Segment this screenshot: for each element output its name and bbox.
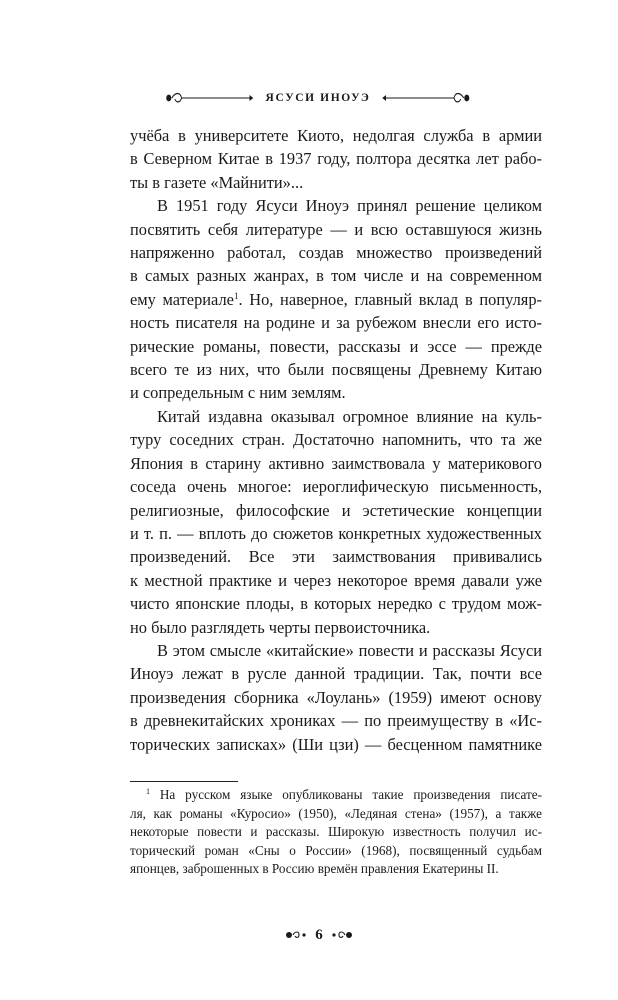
text-line: к местной практике и через некоторое время давали уже <box>130 570 542 590</box>
page-number-block <box>274 924 364 946</box>
text-line: торических записках» (Ши цзи) — бесценном памятнике <box>130 734 542 754</box>
text-line: в самых разных жанрах, в том числе и на современном <box>130 266 542 286</box>
text-line: произведений. Все эти заимствования прививались <box>130 547 542 567</box>
left-ornament-icon <box>165 90 256 106</box>
text-line: произведения сборника «Лоулань» (1959) имеют основу <box>130 687 542 707</box>
paragraph <box>130 194 542 405</box>
text-line: и сопредельным с ним землям. <box>130 383 346 403</box>
footnote-line: ля, как романы «Куросио» (1950), «Ледяная стена» (1957), а также <box>130 805 542 821</box>
text-line: ты в газете «Майнити»... <box>130 172 304 192</box>
paragraph <box>130 639 542 756</box>
text-line: Китай издавна оказывал огромное влияние на куль- <box>157 406 542 426</box>
text-line: посвятить себя литературе — и всю оставшуюся жизнь <box>130 219 542 239</box>
running-header <box>165 86 471 110</box>
text-fragment: . Но, наверное, главный вклад в популяр- <box>238 289 542 309</box>
footnote-line: японцев, заброшенных в Россию времён правления Екатерины II. <box>130 861 499 877</box>
footnote <box>130 786 542 879</box>
text-line <box>130 288 542 311</box>
footnote-number: 1 <box>146 787 150 796</box>
footnote-divider <box>130 781 238 782</box>
text-line: чисто японские плоды, в которых нередко с трудом мож- <box>130 594 542 614</box>
text-line: В 1951 году Ясуси Иноуэ принял решение целиком <box>157 196 542 216</box>
footnote-line: торический роман «Сны о России» (1968), посвященный судьбам <box>130 842 542 858</box>
page-number: 6 <box>315 926 323 943</box>
footnote-line <box>130 786 542 805</box>
text-line: туру соседних стран. Достаточно напомнить, что та же <box>130 430 542 450</box>
right-ornament-icon <box>380 90 471 106</box>
text-line: ность писателя на родине и за рубежом внесли его исто- <box>130 313 542 333</box>
paragraph <box>130 124 542 194</box>
text-line: Иноуэ лежат в русле данной традиции. Так, почти все <box>130 664 542 684</box>
text-fragment: На русском языке опубликованы такие произведения писате- <box>159 787 542 802</box>
text-line: учёба в университете Киото, недолгая служба в армии <box>130 126 542 145</box>
main-text <box>130 124 542 756</box>
right-folio-ornament-icon <box>331 929 353 941</box>
paragraph <box>130 405 542 639</box>
text-line: В этом смысле «китайские» повести и рассказы Ясуси <box>157 640 542 660</box>
footnote-marker[interactable]: 1 <box>233 290 239 301</box>
text-line: и т. п. — вплоть до сюжетов конкретных художественных <box>130 523 542 543</box>
text-line: рические романы, повести, рассказы и эссе — прежде <box>130 336 542 356</box>
text-line: но было разглядеть черты первоисточника. <box>130 617 431 637</box>
text-line: в Северном Китае в 1937 году, полтора десятка лет рабо- <box>130 149 542 169</box>
running-title: ЯСУСИ ИНОУЭ <box>265 92 371 104</box>
text-line: всего те из них, что были посвящены Древнему Китаю <box>130 360 542 380</box>
text-line: соседа очень многое: иероглифическую письменность, <box>130 477 542 497</box>
text-line: напряженно работал, создав множество произведений <box>130 243 542 263</box>
text-line: Япония в старину активно заимствовала у материкового <box>130 453 542 473</box>
footnote-line: некоторые повести и рассказы. Широкую известность получил ис- <box>130 824 542 840</box>
text-fragment: ему материале <box>130 289 234 309</box>
text-line: в древнекитайских хрониках — по преимуществу в «Ис- <box>130 711 542 731</box>
text-line: религиозные, философские и эстетические концепции <box>130 500 542 520</box>
left-folio-ornament-icon <box>285 929 307 941</box>
